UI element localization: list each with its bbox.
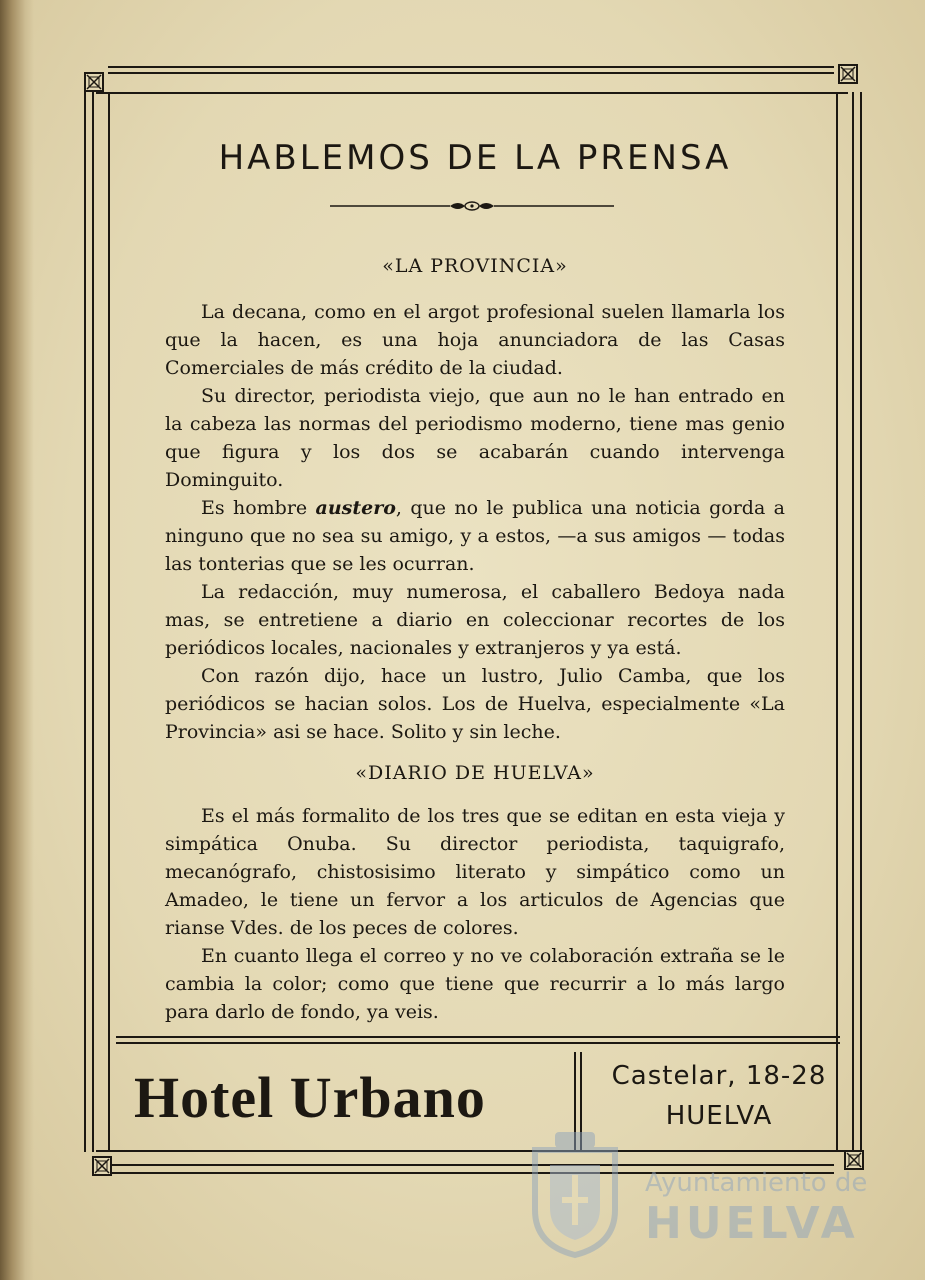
address-street: Castelar, 18-28 [611,1061,827,1091]
border-right-mid [852,92,854,1152]
corner-ornament-icon [838,64,858,84]
hotel-address [604,1056,834,1136]
section-body-diario-de-huelva [165,802,785,1026]
watermark-line1: Ayuntamiento de [645,1168,868,1198]
section-heading-la-provincia: «LA PROVINCIA» [382,255,568,277]
border-left-inner [108,92,110,1152]
section-body-la-provincia [165,298,785,746]
paragraph: Es el más formalito de los tres que se editan en esta vieja y simpática Onuba. Su director periodista, taquigrafo, mecanógrafo, chistosisimo literato y simpático como un Amadeo, le tiene un fervor a los articulos de Agencias que rianse Vdes. de los peces de colores. [165,805,785,939]
archive-watermark [510,1130,868,1260]
corner-ornament-icon [92,1156,112,1176]
paragraph: Su director, periodista viejo, que aun no le han entrado en la cabeza las normas del periodismo moderno, tiene mas genio que figura y los dos se acabarán cuando intervenga Dominguito. [165,385,785,491]
border-top-inner [108,72,834,74]
emphasized-word: austero [315,497,396,519]
section-heading-diario-de-huelva: «DIARIO DE HUELVA» [355,762,595,784]
ad-top-rule [116,1042,840,1044]
border-left-outer [84,92,86,1152]
book-spine-shadow [0,0,34,1280]
border-top-line [96,92,848,94]
hotel-name: Hotel Urbano [134,1065,486,1130]
border-right-outer [860,92,862,1152]
corner-ornament-icon [84,72,104,92]
title-divider-ornament-icon [330,196,614,216]
paragraph [165,494,785,578]
border-top-outer [108,66,834,68]
page-title: HABLEMOS DE LA PRENSA [218,138,732,178]
watermark-line2: HUELVA [645,1198,859,1249]
paragraph: La redacción, muy numerosa, el caballero Bedoya nada mas, se entretiene a diario en coleccionar recortes de los periódicos locales, nacionales y extranjeros y ya está. [165,581,785,659]
paragraph: En cuanto llega el correo y no ve colaboración extraña se le cambia la color; como que tiene que recurrir a lo más largo para darlo de fondo, ya veis. [165,945,785,1023]
paragraph-text: Es hombre [201,497,316,519]
border-left-mid [92,92,94,1152]
ad-top-rule [116,1036,840,1038]
border-right-inner [836,92,838,1152]
paragraph-text: , que no le publica una noticia gorda a ninguno que no sea su amigo, y a estos, —a sus amigos — todas las tonterias que se les ocurran. [165,497,785,575]
address-city: HUELVA [665,1101,773,1131]
paragraph: La decana, como en el argot profesional suelen llamarla los que la hacen, es una hoja anunciadora de las Casas Comerciales de más crédito de la ciudad. [165,301,785,379]
coat-of-arms-icon [520,1130,630,1260]
paragraph: Con razón dijo, hace un lustro, Julio Camba, que los periódicos se hacian solos. Los de Huelva, especialmente «La Provincia» asi se hace. Solito y sin leche. [165,665,785,743]
